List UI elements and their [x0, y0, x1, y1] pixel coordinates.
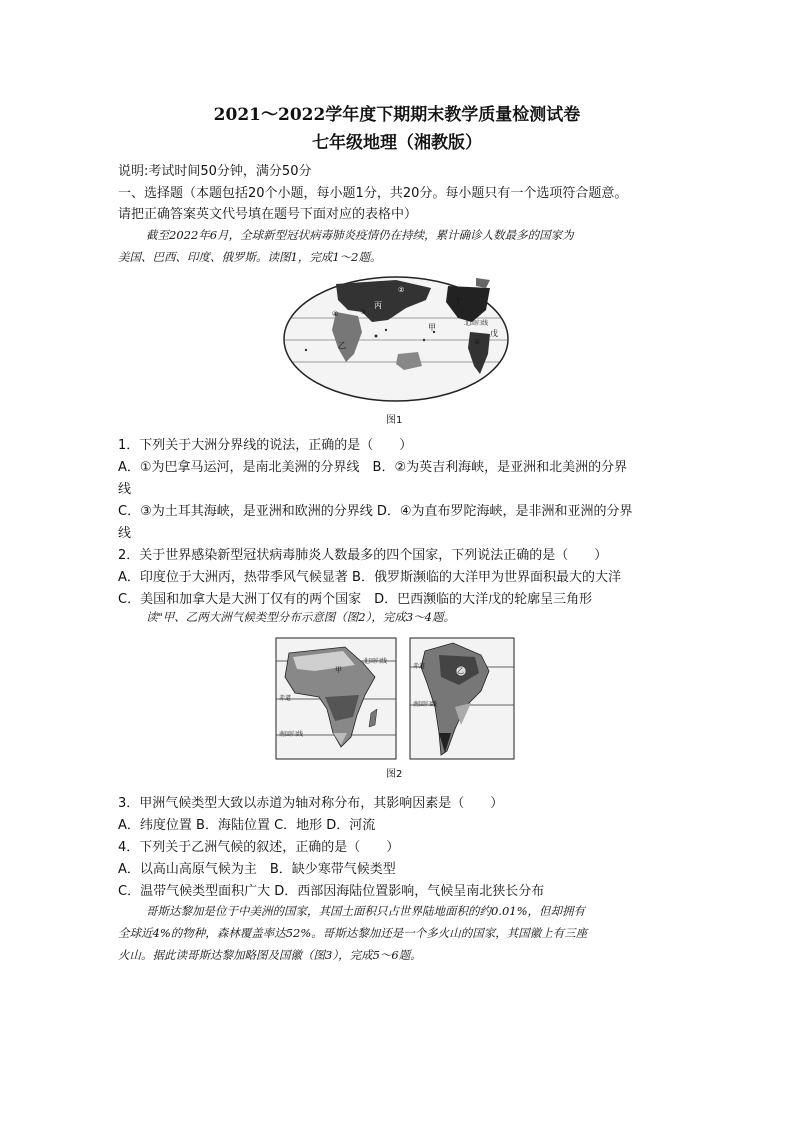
question-option: C．美国和加拿大是大洲丁仅有的两个国家 D．巴西濒临的大洋戊的轮廓呈三角形 — [118, 592, 593, 607]
fig2-label-yi: 乙 — [457, 667, 464, 675]
map-label-tropic: 北回归线 — [464, 320, 489, 327]
question-option: A．①为巴拿马运河，是南北美洲的分界线 B．②为英吉利海峡，是亚洲和北美洲的分界 — [118, 460, 628, 475]
passage-line: 全球近4%的物种，森林覆盖率达52%。哥斯达黎加还是一个多火山的国家，其国徽上有三座 — [118, 926, 588, 940]
passage-line: 读"甲、乙两大洲气候类型分布示意图（图2），完成3～4题。 — [146, 610, 455, 624]
continents-climate-figure — [275, 637, 515, 761]
map-label-wu: 戊 — [490, 329, 498, 338]
map-label-c1: ① — [474, 338, 481, 346]
passage-line: 截至2022年6月，全球新型冠状病毒肺炎疫情仍在持续，累计确诊人数最多的国家为 — [146, 228, 574, 242]
fig2-label-tropic-s: 南回归线 — [279, 731, 304, 738]
question-option-cont: 线 — [118, 482, 132, 497]
question-option: A．印度位于大洲丙，热带季风气候显著 B．俄罗斯濒临的大洋甲为世界面积最大的大洋 — [118, 570, 621, 585]
world-map-figure — [276, 270, 516, 408]
question-option: A．以高山高原气候为主 B．缺少寒带气候类型 — [118, 862, 396, 877]
map-label-c3: ③ — [360, 308, 367, 316]
page-title: 2021～2022学年度下期期末教学质量检测试卷 — [213, 105, 581, 125]
fig2-label-tropic-n: 北回归线 — [363, 658, 388, 665]
map-label-c2: ② — [398, 286, 405, 294]
figure-caption: 图1 — [386, 415, 403, 426]
map-label-c4: ④ — [332, 310, 339, 318]
passage-line: 火山。据此读哥斯达黎加略图及国徽（图3），完成5～6题。 — [118, 948, 422, 962]
map-label-jia: 甲 — [428, 323, 436, 332]
exam-note: 说明:考试时间50分钟，满分50分 — [118, 164, 312, 179]
figure-caption: 图2 — [386, 769, 403, 780]
question-stem: 3．甲洲气候类型大致以赤道为轴对称分布，其影响因素是（ ） — [118, 796, 504, 811]
section-heading-cont: 请把正确答案英文代号填在题号下面对应的表格中） — [118, 207, 418, 222]
passage-line: 美国、巴西、印度、俄罗斯。读图1，完成1～2题。 — [118, 250, 382, 264]
fig2-label-equator-right: 赤道 — [413, 663, 426, 670]
question-stem: 2．关于世界感染新型冠状病毒肺炎人数最多的四个国家，下列说法正确的是（ ） — [118, 548, 608, 563]
fig2-label-jia: 甲 — [335, 666, 342, 674]
page-subtitle: 七年级地理（湘教版） — [312, 133, 482, 153]
question-stem: 4．下列关于乙洲气候的叙述，正确的是（ ） — [118, 840, 400, 855]
question-option: C．③为土耳其海峡，是亚洲和欧洲的分界线 D．④为直布罗陀海峡，是非洲和亚洲的分界 — [118, 504, 633, 519]
map-label-yi: 乙 — [338, 341, 346, 350]
question-stem: 1．下列关于大洲分界线的说法，正确的是（ ） — [118, 438, 413, 453]
map-label-bing: 丙 — [374, 301, 382, 310]
fig2-label-tropic-s-right: 南回归线 — [413, 701, 438, 708]
section-heading: 一、选择题（本题包括20个小题，每小题1分，共20分。每小题只有一个选项符合题意。 — [118, 186, 628, 201]
question-option: C．温带气候类型面积广大 D．西部因海陆位置影响，气候呈南北狭长分布 — [118, 884, 545, 899]
fig2-label-equator: 赤道 — [279, 695, 292, 702]
question-option: A．纬度位置 B．海陆位置 C．地形 D．河流 — [118, 818, 376, 833]
map-label-ding: 丁 — [454, 297, 462, 306]
question-option-cont: 线 — [118, 526, 132, 541]
passage-line: 哥斯达黎加是位于中美洲的国家，其国土面积只占世界陆地面积的约0.01%，但却拥有 — [146, 904, 586, 918]
